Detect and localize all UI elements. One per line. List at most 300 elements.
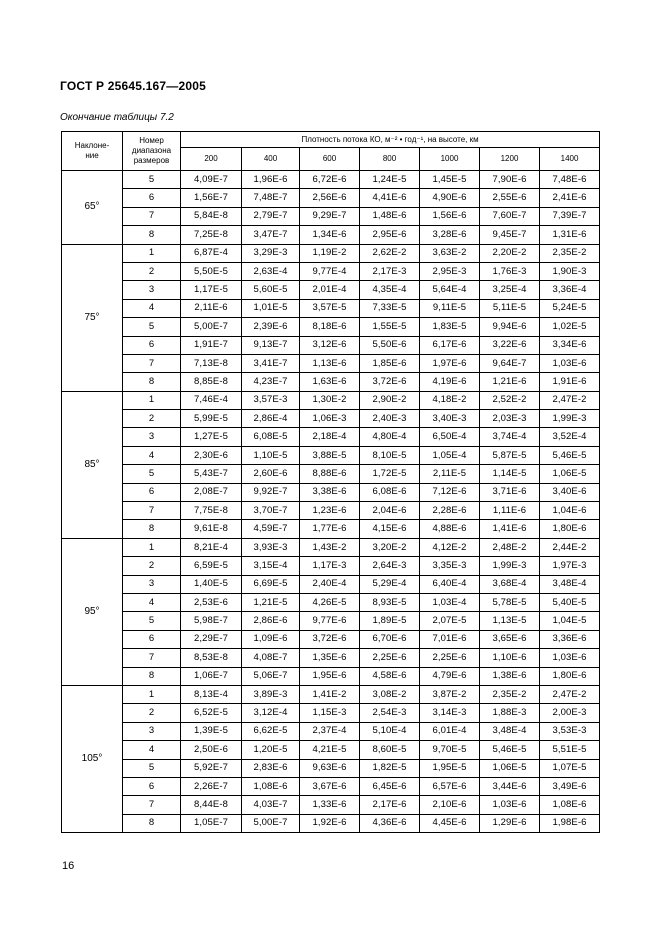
flux-value-cell: 6,59E-5	[181, 557, 242, 575]
flux-value-cell: 1,97E-3	[540, 557, 600, 575]
flux-value-cell: 3,36E-4	[540, 281, 600, 299]
flux-value-cell: 6,08E-5	[242, 428, 300, 446]
flux-value-cell: 5,99E-5	[181, 410, 242, 428]
size-range-cell: 7	[123, 796, 181, 814]
flux-value-cell: 2,95E-3	[420, 262, 480, 280]
size-range-cell: 5	[123, 318, 181, 336]
flux-value-cell: 8,13E-4	[181, 685, 242, 703]
flux-value-cell: 1,92E-6	[300, 814, 360, 832]
altitude-header: 200	[181, 148, 242, 171]
flux-value-cell: 2,35E-2	[540, 244, 600, 262]
size-range-cell: 7	[123, 649, 181, 667]
size-range-cell: 8	[123, 373, 181, 391]
flux-value-cell: 1,06E-7	[181, 667, 242, 685]
flux-value-cell: 3,93E-3	[242, 538, 300, 556]
flux-value-cell: 5,50E-6	[360, 336, 420, 354]
table-row	[62, 446, 600, 464]
flux-value-cell: 5,84E-8	[181, 207, 242, 225]
flux-value-cell: 1,09E-6	[242, 630, 300, 648]
flux-value-cell: 1,34E-6	[300, 226, 360, 244]
flux-value-cell: 3,40E-6	[540, 483, 600, 501]
size-range-cell: 2	[123, 262, 181, 280]
altitude-header: 1000	[420, 148, 480, 171]
flux-value-cell: 1,29E-6	[480, 814, 540, 832]
flux-value-cell: 1,35E-6	[300, 649, 360, 667]
flux-value-cell: 1,95E-6	[300, 667, 360, 685]
size-range-cell: 6	[123, 483, 181, 501]
table-row	[62, 391, 600, 409]
table-row	[62, 575, 600, 593]
table-row	[62, 759, 600, 777]
flux-value-cell: 5,87E-5	[480, 446, 540, 464]
flux-value-cell: 9,94E-6	[480, 318, 540, 336]
flux-value-cell: 2,83E-6	[242, 759, 300, 777]
flux-value-cell: 2,25E-6	[360, 649, 420, 667]
size-range-cell: 3	[123, 428, 181, 446]
header-size-range: Номер диапазона размеров	[123, 132, 181, 171]
flux-value-cell: 3,52E-4	[540, 428, 600, 446]
flux-value-cell: 1,01E-5	[242, 299, 300, 317]
flux-value-cell: 7,13E-8	[181, 354, 242, 372]
flux-value-cell: 3,34E-6	[540, 336, 600, 354]
flux-density-table	[61, 131, 600, 833]
flux-value-cell: 9,92E-7	[242, 483, 300, 501]
flux-value-cell: 6,50E-4	[420, 428, 480, 446]
flux-value-cell: 9,63E-6	[300, 759, 360, 777]
flux-value-cell: 2,29E-7	[181, 630, 242, 648]
flux-value-cell: 5,10E-4	[360, 722, 420, 740]
flux-value-cell: 1,38E-6	[480, 667, 540, 685]
table-row	[62, 722, 600, 740]
table-row	[62, 318, 600, 336]
flux-value-cell: 3,12E-4	[242, 704, 300, 722]
flux-value-cell: 1,99E-3	[480, 557, 540, 575]
flux-value-cell: 4,90E-6	[420, 189, 480, 207]
table-row	[62, 557, 600, 575]
flux-value-cell: 7,60E-7	[480, 207, 540, 225]
size-range-cell: 1	[123, 538, 181, 556]
flux-value-cell: 1,72E-5	[360, 465, 420, 483]
flux-value-cell: 2,28E-6	[420, 502, 480, 520]
flux-value-cell: 1,91E-7	[181, 336, 242, 354]
flux-value-cell: 3,74E-4	[480, 428, 540, 446]
flux-value-cell: 4,23E-7	[242, 373, 300, 391]
flux-value-cell: 3,25E-4	[480, 281, 540, 299]
table-row	[62, 630, 600, 648]
flux-value-cell: 2,11E-6	[181, 299, 242, 317]
flux-value-cell: 9,13E-7	[242, 336, 300, 354]
table-row	[62, 704, 600, 722]
size-range-cell: 8	[123, 226, 181, 244]
flux-value-cell: 3,22E-6	[480, 336, 540, 354]
flux-value-cell: 6,62E-5	[242, 722, 300, 740]
flux-value-cell: 3,70E-7	[242, 502, 300, 520]
flux-value-cell: 1,77E-6	[300, 520, 360, 538]
flux-value-cell: 6,87E-4	[181, 244, 242, 262]
flux-value-cell: 4,19E-6	[420, 373, 480, 391]
flux-value-cell: 4,58E-6	[360, 667, 420, 685]
flux-value-cell: 6,40E-4	[420, 575, 480, 593]
flux-value-cell: 1,23E-6	[300, 502, 360, 520]
flux-value-cell: 2,86E-6	[242, 612, 300, 630]
flux-value-cell: 5,60E-5	[242, 281, 300, 299]
size-range-cell: 8	[123, 814, 181, 832]
size-range-cell: 6	[123, 777, 181, 795]
flux-value-cell: 2,60E-6	[242, 465, 300, 483]
flux-value-cell: 1,55E-5	[360, 318, 420, 336]
table-row	[62, 281, 600, 299]
flux-value-cell: 2,20E-2	[480, 244, 540, 262]
flux-value-cell: 9,29E-7	[300, 207, 360, 225]
flux-value-cell: 1,33E-6	[300, 796, 360, 814]
flux-value-cell: 5,51E-5	[540, 741, 600, 759]
flux-value-cell: 4,80E-4	[360, 428, 420, 446]
table-row	[62, 244, 600, 262]
size-range-cell: 7	[123, 207, 181, 225]
flux-value-cell: 3,28E-6	[420, 226, 480, 244]
flux-value-cell: 3,40E-3	[420, 410, 480, 428]
table-row	[62, 593, 600, 611]
size-range-cell: 4	[123, 299, 181, 317]
flux-value-cell: 1,11E-6	[480, 502, 540, 520]
flux-value-cell: 8,88E-6	[300, 465, 360, 483]
flux-value-cell: 9,45E-7	[480, 226, 540, 244]
flux-value-cell: 3,12E-6	[300, 336, 360, 354]
flux-value-cell: 1,41E-2	[300, 685, 360, 703]
flux-value-cell: 3,49E-6	[540, 777, 600, 795]
flux-value-cell: 8,85E-8	[181, 373, 242, 391]
flux-value-cell: 8,21E-4	[181, 538, 242, 556]
size-range-cell: 6	[123, 336, 181, 354]
flux-value-cell: 2,11E-5	[420, 465, 480, 483]
altitude-header: 1400	[540, 148, 600, 171]
flux-value-cell: 3,88E-5	[300, 446, 360, 464]
incline-angle-cell: 105°	[62, 685, 123, 832]
flux-value-cell: 7,33E-5	[360, 299, 420, 317]
flux-value-cell: 1,96E-6	[242, 171, 300, 189]
flux-value-cell: 8,44E-8	[181, 796, 242, 814]
flux-value-cell: 3,57E-5	[300, 299, 360, 317]
flux-value-cell: 4,36E-6	[360, 814, 420, 832]
flux-value-cell: 3,29E-3	[242, 244, 300, 262]
table-row	[62, 373, 600, 391]
flux-value-cell: 2,86E-4	[242, 410, 300, 428]
flux-value-cell: 2,50E-6	[181, 741, 242, 759]
flux-value-cell: 1,06E-5	[540, 465, 600, 483]
flux-value-cell: 1,17E-5	[181, 281, 242, 299]
flux-value-cell: 1,31E-6	[540, 226, 600, 244]
table-row	[62, 207, 600, 225]
flux-value-cell: 1,06E-5	[480, 759, 540, 777]
flux-value-cell: 4,18E-2	[420, 391, 480, 409]
flux-value-cell: 1,03E-6	[540, 649, 600, 667]
flux-value-cell: 6,70E-6	[360, 630, 420, 648]
flux-value-cell: 2,90E-2	[360, 391, 420, 409]
flux-value-cell: 6,72E-6	[300, 171, 360, 189]
flux-value-cell: 9,11E-5	[420, 299, 480, 317]
flux-value-cell: 1,05E-7	[181, 814, 242, 832]
flux-value-cell: 1,80E-6	[540, 520, 600, 538]
flux-value-cell: 1,21E-5	[242, 593, 300, 611]
table-row	[62, 171, 600, 189]
incline-angle-cell: 75°	[62, 244, 123, 391]
table-row	[62, 465, 600, 483]
flux-value-cell: 7,90E-6	[480, 171, 540, 189]
size-range-cell: 2	[123, 704, 181, 722]
flux-value-cell: 9,61E-8	[181, 520, 242, 538]
flux-value-cell: 1,08E-6	[242, 777, 300, 795]
flux-value-cell: 2,54E-3	[360, 704, 420, 722]
flux-value-cell: 2,18E-4	[300, 428, 360, 446]
flux-value-cell: 7,25E-8	[181, 226, 242, 244]
flux-value-cell: 8,93E-5	[360, 593, 420, 611]
flux-value-cell: 7,01E-6	[420, 630, 480, 648]
flux-value-cell: 2,52E-2	[480, 391, 540, 409]
flux-value-cell: 1,99E-3	[540, 410, 600, 428]
flux-value-cell: 1,04E-5	[540, 612, 600, 630]
size-range-cell: 7	[123, 502, 181, 520]
flux-value-cell: 1,27E-5	[181, 428, 242, 446]
incline-angle-cell: 95°	[62, 538, 123, 685]
flux-value-cell: 1,88E-3	[480, 704, 540, 722]
flux-value-cell: 2,79E-7	[242, 207, 300, 225]
table-row	[62, 796, 600, 814]
flux-value-cell: 1,80E-6	[540, 667, 600, 685]
size-range-cell: 8	[123, 667, 181, 685]
flux-value-cell: 1,45E-5	[420, 171, 480, 189]
flux-value-cell: 2,48E-2	[480, 538, 540, 556]
flux-value-cell: 6,08E-6	[360, 483, 420, 501]
table-row	[62, 685, 600, 703]
flux-value-cell: 4,35E-4	[360, 281, 420, 299]
flux-value-cell: 4,26E-5	[300, 593, 360, 611]
flux-value-cell: 9,77E-6	[300, 612, 360, 630]
table-row	[62, 336, 600, 354]
flux-value-cell: 8,18E-6	[300, 318, 360, 336]
flux-value-cell: 2,64E-3	[360, 557, 420, 575]
table-row	[62, 777, 600, 795]
flux-value-cell: 1,13E-6	[300, 354, 360, 372]
flux-value-cell: 2,56E-6	[300, 189, 360, 207]
flux-value-cell: 2,35E-2	[480, 685, 540, 703]
flux-value-cell: 4,12E-2	[420, 538, 480, 556]
flux-value-cell: 6,45E-6	[360, 777, 420, 795]
flux-value-cell: 5,11E-5	[480, 299, 540, 317]
size-range-cell: 1	[123, 244, 181, 262]
flux-value-cell: 3,47E-7	[242, 226, 300, 244]
flux-value-cell: 1,06E-3	[300, 410, 360, 428]
flux-value-cell: 1,07E-5	[540, 759, 600, 777]
flux-value-cell: 2,26E-7	[181, 777, 242, 795]
table-row	[62, 226, 600, 244]
flux-value-cell: 2,10E-6	[420, 796, 480, 814]
table-row	[62, 354, 600, 372]
flux-value-cell: 2,40E-4	[300, 575, 360, 593]
flux-value-cell: 2,40E-3	[360, 410, 420, 428]
flux-value-cell: 2,62E-2	[360, 244, 420, 262]
flux-value-cell: 5,40E-5	[540, 593, 600, 611]
flux-value-cell: 3,15E-4	[242, 557, 300, 575]
flux-value-cell: 4,08E-7	[242, 649, 300, 667]
document-standard-title: ГОСТ Р 25645.167—2005	[60, 79, 206, 93]
flux-value-cell: 8,60E-5	[360, 741, 420, 759]
flux-value-cell: 2,01E-4	[300, 281, 360, 299]
altitude-header: 600	[300, 148, 360, 171]
flux-value-cell: 1,56E-7	[181, 189, 242, 207]
flux-value-cell: 5,50E-5	[181, 262, 242, 280]
flux-value-cell: 3,57E-3	[242, 391, 300, 409]
size-range-cell: 2	[123, 557, 181, 575]
flux-value-cell: 1,13E-5	[480, 612, 540, 630]
flux-value-cell: 2,55E-6	[480, 189, 540, 207]
flux-value-cell: 7,48E-6	[540, 171, 600, 189]
size-range-cell: 5	[123, 759, 181, 777]
header-flux-density: Плотность потока КО, м⁻² • год⁻¹, на высоте, км	[181, 132, 600, 148]
flux-value-cell: 3,48E-4	[540, 575, 600, 593]
flux-value-cell: 3,72E-6	[300, 630, 360, 648]
table-row	[62, 262, 600, 280]
flux-value-cell: 5,78E-5	[480, 593, 540, 611]
flux-value-cell: 3,53E-3	[540, 722, 600, 740]
flux-value-cell: 1,83E-5	[420, 318, 480, 336]
flux-value-cell: 1,03E-6	[540, 354, 600, 372]
altitude-header: 400	[242, 148, 300, 171]
flux-value-cell: 9,77E-4	[300, 262, 360, 280]
flux-value-cell: 5,98E-7	[181, 612, 242, 630]
flux-value-cell: 4,41E-6	[360, 189, 420, 207]
flux-value-cell: 3,41E-7	[242, 354, 300, 372]
flux-value-cell: 1,98E-6	[540, 814, 600, 832]
flux-value-cell: 6,17E-6	[420, 336, 480, 354]
table-row	[62, 538, 600, 556]
flux-value-cell: 3,36E-6	[540, 630, 600, 648]
size-range-cell: 5	[123, 612, 181, 630]
flux-value-cell: 5,43E-7	[181, 465, 242, 483]
table-row	[62, 189, 600, 207]
flux-value-cell: 1,90E-3	[540, 262, 600, 280]
incline-angle-cell: 65°	[62, 171, 123, 245]
flux-value-cell: 2,39E-6	[242, 318, 300, 336]
flux-value-cell: 1,43E-2	[300, 538, 360, 556]
flux-value-cell: 1,03E-4	[420, 593, 480, 611]
size-range-cell: 7	[123, 354, 181, 372]
size-range-cell: 5	[123, 465, 181, 483]
table-row	[62, 483, 600, 501]
flux-value-cell: 2,63E-4	[242, 262, 300, 280]
flux-value-cell: 2,53E-6	[181, 593, 242, 611]
flux-value-cell: 7,12E-6	[420, 483, 480, 501]
table-row	[62, 428, 600, 446]
table-row	[62, 814, 600, 832]
table-row	[62, 410, 600, 428]
flux-value-cell: 5,46E-5	[540, 446, 600, 464]
table-row	[62, 612, 600, 630]
flux-value-cell: 3,08E-2	[360, 685, 420, 703]
flux-value-cell: 2,30E-6	[181, 446, 242, 464]
flux-value-cell: 1,19E-2	[300, 244, 360, 262]
flux-value-cell: 9,70E-5	[420, 741, 480, 759]
flux-value-cell: 3,87E-2	[420, 685, 480, 703]
flux-value-cell: 3,14E-3	[420, 704, 480, 722]
flux-value-cell: 6,57E-6	[420, 777, 480, 795]
flux-value-cell: 1,03E-6	[480, 796, 540, 814]
flux-value-cell: 1,04E-6	[540, 502, 600, 520]
flux-value-cell: 1,10E-6	[480, 649, 540, 667]
size-range-cell: 4	[123, 741, 181, 759]
page-number: 16	[62, 860, 75, 872]
flux-value-cell: 3,20E-2	[360, 538, 420, 556]
flux-value-cell: 6,52E-5	[181, 704, 242, 722]
flux-value-cell: 1,91E-6	[540, 373, 600, 391]
flux-value-cell: 9,64E-7	[480, 354, 540, 372]
flux-value-cell: 6,01E-4	[420, 722, 480, 740]
table-row	[62, 299, 600, 317]
flux-value-cell: 2,17E-6	[360, 796, 420, 814]
size-range-cell: 6	[123, 630, 181, 648]
flux-value-cell: 5,92E-7	[181, 759, 242, 777]
flux-value-cell: 6,69E-5	[242, 575, 300, 593]
flux-value-cell: 3,63E-2	[420, 244, 480, 262]
incline-angle-cell: 85°	[62, 391, 123, 538]
table-caption: Окончание таблицы 7.2	[60, 112, 174, 123]
flux-value-cell: 4,79E-6	[420, 667, 480, 685]
flux-value-cell: 1,76E-3	[480, 262, 540, 280]
flux-value-cell: 1,30E-2	[300, 391, 360, 409]
flux-value-cell: 8,10E-5	[360, 446, 420, 464]
flux-value-cell: 1,15E-3	[300, 704, 360, 722]
flux-value-cell: 7,46E-4	[181, 391, 242, 409]
flux-value-cell: 2,95E-6	[360, 226, 420, 244]
size-range-cell: 3	[123, 575, 181, 593]
size-range-cell: 5	[123, 171, 181, 189]
size-range-cell: 6	[123, 189, 181, 207]
flux-value-cell: 4,15E-6	[360, 520, 420, 538]
flux-value-cell: 1,97E-6	[420, 354, 480, 372]
flux-value-cell: 2,47E-2	[540, 391, 600, 409]
table-row	[62, 741, 600, 759]
flux-value-cell: 1,95E-5	[420, 759, 480, 777]
flux-value-cell: 3,35E-3	[420, 557, 480, 575]
table-row	[62, 649, 600, 667]
flux-value-cell: 4,21E-5	[300, 741, 360, 759]
flux-value-cell: 1,20E-5	[242, 741, 300, 759]
flux-value-cell: 1,85E-6	[360, 354, 420, 372]
size-range-cell: 1	[123, 391, 181, 409]
flux-value-cell: 4,45E-6	[420, 814, 480, 832]
flux-value-cell: 5,24E-5	[540, 299, 600, 317]
header-incline: Наклоне- ние	[62, 132, 123, 171]
flux-value-cell: 5,00E-7	[242, 814, 300, 832]
size-range-cell: 2	[123, 410, 181, 428]
flux-value-cell: 1,05E-4	[420, 446, 480, 464]
flux-value-cell: 4,59E-7	[242, 520, 300, 538]
flux-value-cell: 8,53E-8	[181, 649, 242, 667]
flux-value-cell: 7,39E-7	[540, 207, 600, 225]
size-range-cell: 4	[123, 593, 181, 611]
table-row	[62, 667, 600, 685]
flux-value-cell: 1,40E-5	[181, 575, 242, 593]
flux-value-cell: 4,09E-7	[181, 171, 242, 189]
flux-value-cell: 1,24E-5	[360, 171, 420, 189]
flux-value-cell: 2,03E-3	[480, 410, 540, 428]
flux-value-cell: 3,48E-4	[480, 722, 540, 740]
flux-value-cell: 3,89E-3	[242, 685, 300, 703]
flux-value-cell: 1,14E-5	[480, 465, 540, 483]
flux-value-cell: 2,44E-2	[540, 538, 600, 556]
size-range-cell: 8	[123, 520, 181, 538]
flux-value-cell: 7,75E-8	[181, 502, 242, 520]
flux-value-cell: 3,67E-6	[300, 777, 360, 795]
